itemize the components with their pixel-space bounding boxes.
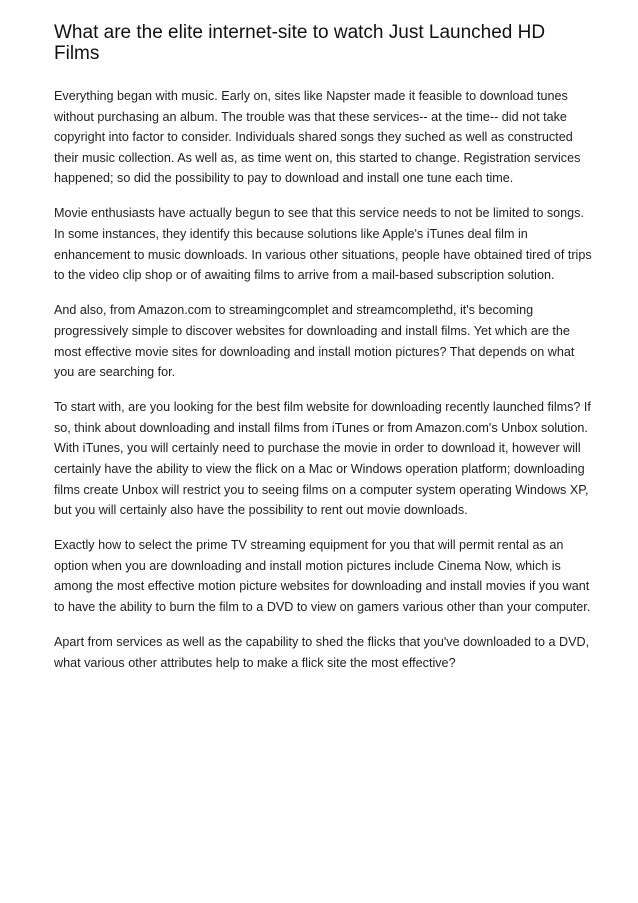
paragraph-5: Exactly how to select the prime TV streaming equipment for you that will permit rental as an option when you are downloading and install motion pictures include Cinema Now, which is among the most effective motion picture websites for downloading and install movies if you want to have the ability to burn the film to a DVD to view on gamers various other than your computer. <box>54 538 591 615</box>
paragraph-3: And also, from Amazon.com to streamingcomplet and streamcomplethd, it's becoming progressively simple to discover websites for downloading and install films. Yet which are the most effective movie sites for downloading and install motion pictures? That depends on what you are searching for. <box>54 303 575 380</box>
document-page <box>54 22 594 688</box>
paragraph-2: Movie enthusiasts have actually begun to see that this service needs to not be limited to songs. In some instances, they identify this because solutions like Apple's iTunes deal film in enhancement to music downloads. In various other situations, people have obtained tired of trips to the video clip shop or of awaiting films to arrive from a mail-based subscription solution. <box>54 206 592 283</box>
page-title: What are the elite internet-site to watch Just Launched HD Films <box>54 22 546 64</box>
paragraph-1: Everything began with music. Early on, sites like Napster made it feasible to download tunes without purchasing an album. The trouble was that these services-- at the time-- did not take copyright into factor to consider. Individuals shared songs they suched as well as constructed their music collection. As well as, as time went on, this started to change. Registration services happened; so did the possibility to pay to download and install one tune each time. <box>54 89 581 186</box>
paragraph-6: Apart from services as well as the capability to shed the flicks that you've downloaded to a DVD, what various other attributes help to make a flick site the most effective? <box>54 635 590 670</box>
paragraph-4: To start with, are you looking for the best film website for downloading recently launched films? If so, think about downloading and install films from iTunes or from Amazon.com's Unbox solution. With iTunes, you will certainly need to purchase the movie in order to download it, however will certainly have the ability to view the flick on a Mac or Windows operation platform; downloading films create Unbox will restrict you to seeing films on a computer system operating Windows XP, but you will certainly also have the possibility to rent out movie downloads. <box>54 400 591 518</box>
